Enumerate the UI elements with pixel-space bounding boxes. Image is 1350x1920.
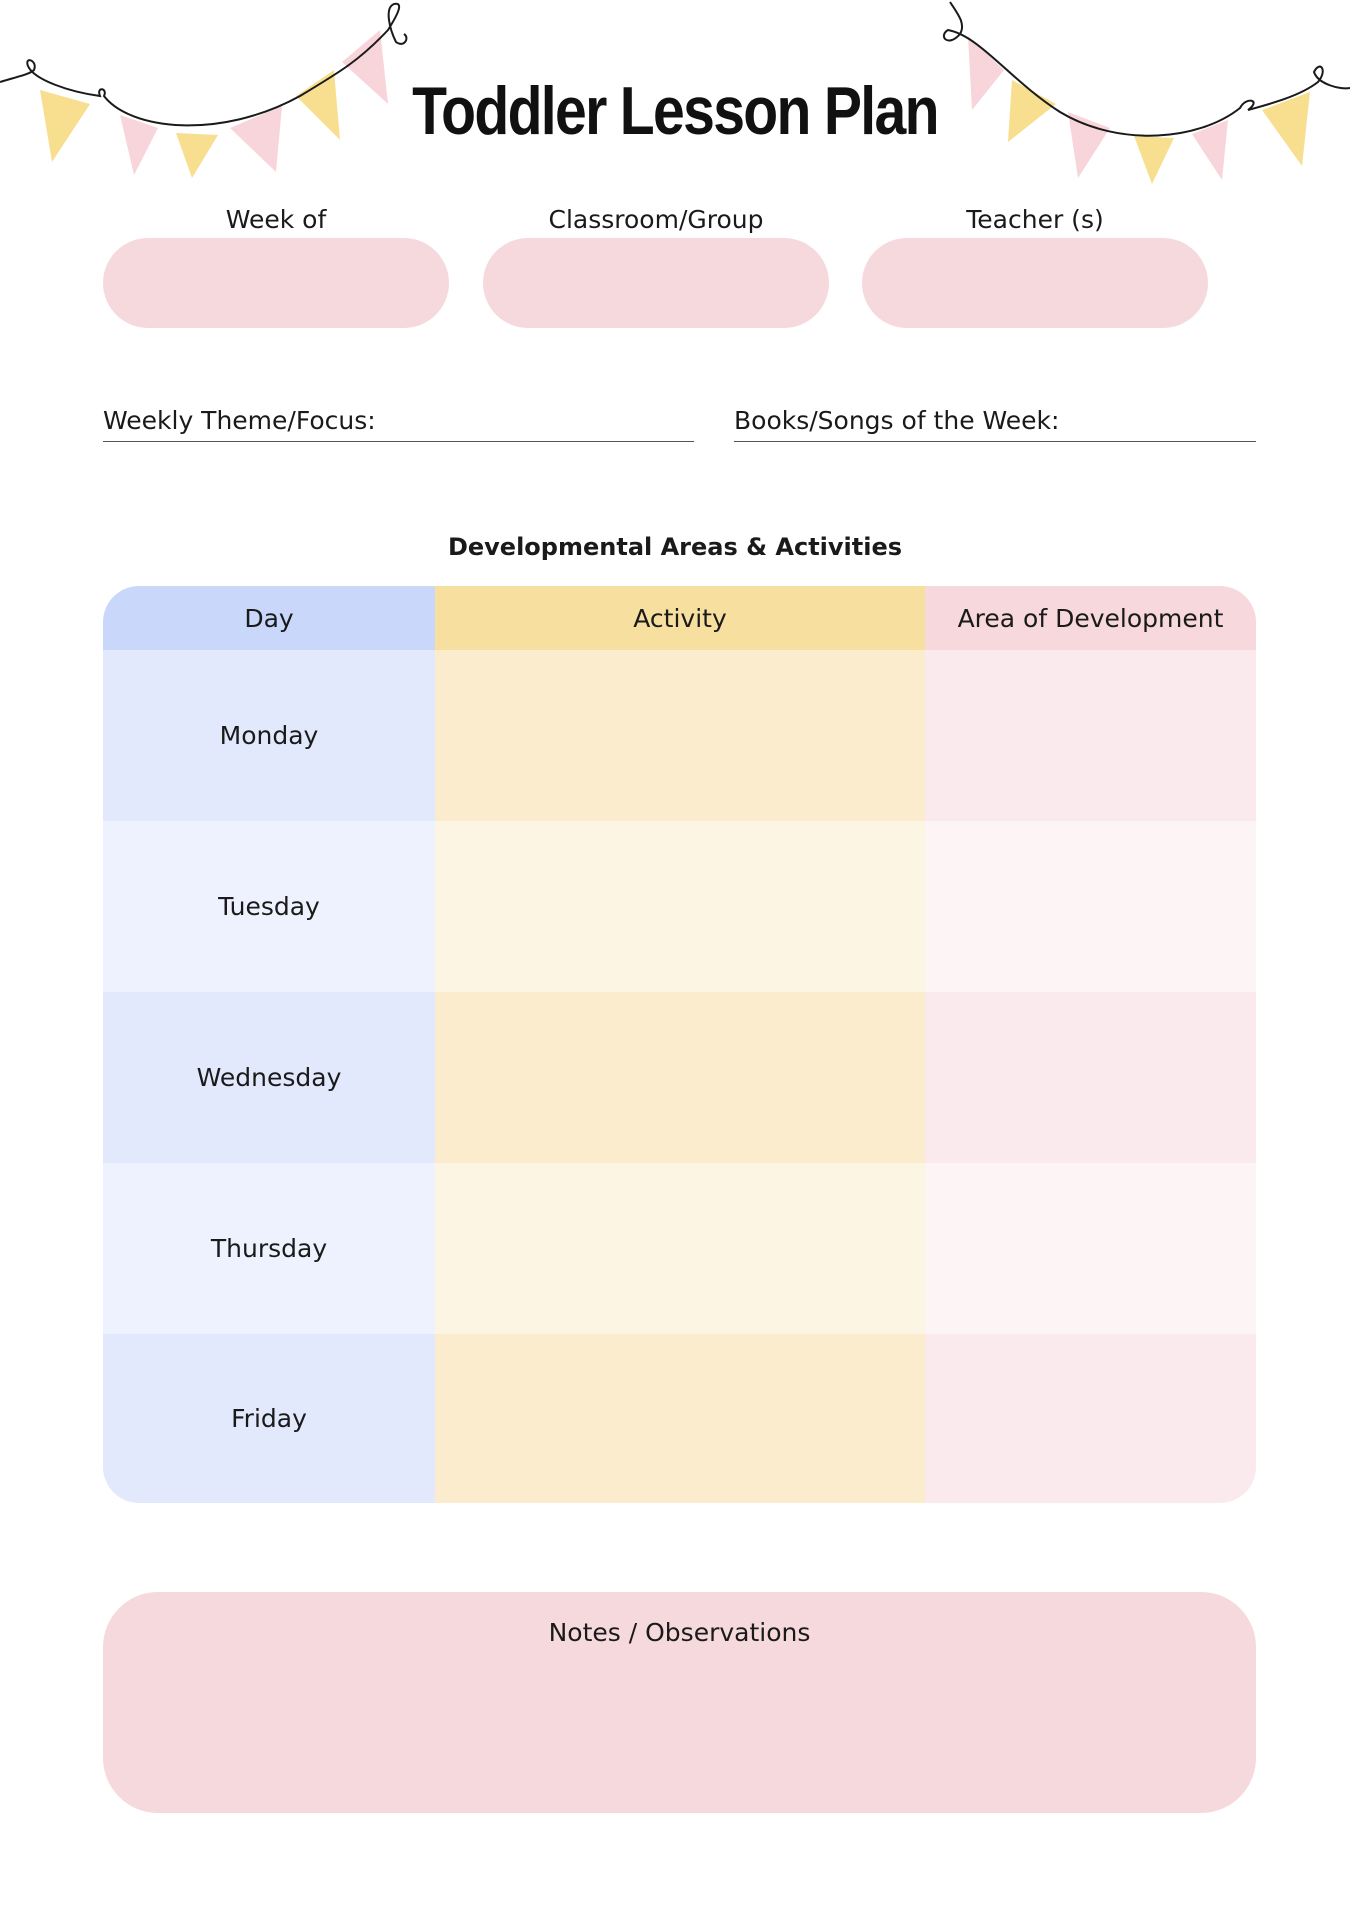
activity-column	[435, 586, 925, 1503]
day-cell-tuesday: Tuesday	[103, 821, 435, 992]
week-of-label: Week of	[225, 205, 327, 234]
week-of-field[interactable]	[103, 238, 449, 328]
page-title: Toddler Lesson Plan	[412, 73, 938, 149]
area-header: Area of Development	[925, 586, 1256, 650]
books-songs-label: Books/Songs of the Week:	[734, 406, 1060, 435]
activity-cell[interactable]	[435, 1334, 925, 1503]
notes-box[interactable]	[103, 1592, 1256, 1813]
activity-cell[interactable]	[435, 992, 925, 1163]
area-cell[interactable]	[925, 1334, 1256, 1503]
area-cell[interactable]	[925, 821, 1256, 992]
area-cell[interactable]	[925, 1163, 1256, 1334]
teachers-field[interactable]	[862, 238, 1208, 328]
activities-table	[103, 586, 1256, 1503]
activity-cell[interactable]	[435, 821, 925, 992]
notes-label: Notes / Observations	[548, 1618, 811, 1647]
weekly-theme-label: Weekly Theme/Focus:	[103, 406, 376, 435]
day-header: Day	[103, 586, 435, 650]
day-cell-wednesday: Wednesday	[103, 992, 435, 1163]
day-cell-thursday: Thursday	[103, 1163, 435, 1334]
area-cell[interactable]	[925, 650, 1256, 821]
books-songs-line[interactable]	[734, 441, 1256, 442]
classroom-group-label: Classroom/Group	[548, 205, 764, 234]
day-column	[103, 586, 435, 1503]
weekly-theme-line[interactable]	[103, 441, 694, 442]
area-column	[925, 586, 1256, 1503]
section-title: Developmental Areas & Activities	[447, 533, 903, 561]
area-cell[interactable]	[925, 992, 1256, 1163]
activity-cell[interactable]	[435, 650, 925, 821]
day-cell-friday: Friday	[103, 1334, 435, 1503]
classroom-group-field[interactable]	[483, 238, 829, 328]
activity-header: Activity	[435, 586, 925, 650]
day-cell-monday: Monday	[103, 650, 435, 821]
teachers-label: Teacher (s)	[966, 205, 1104, 234]
activity-cell[interactable]	[435, 1163, 925, 1334]
